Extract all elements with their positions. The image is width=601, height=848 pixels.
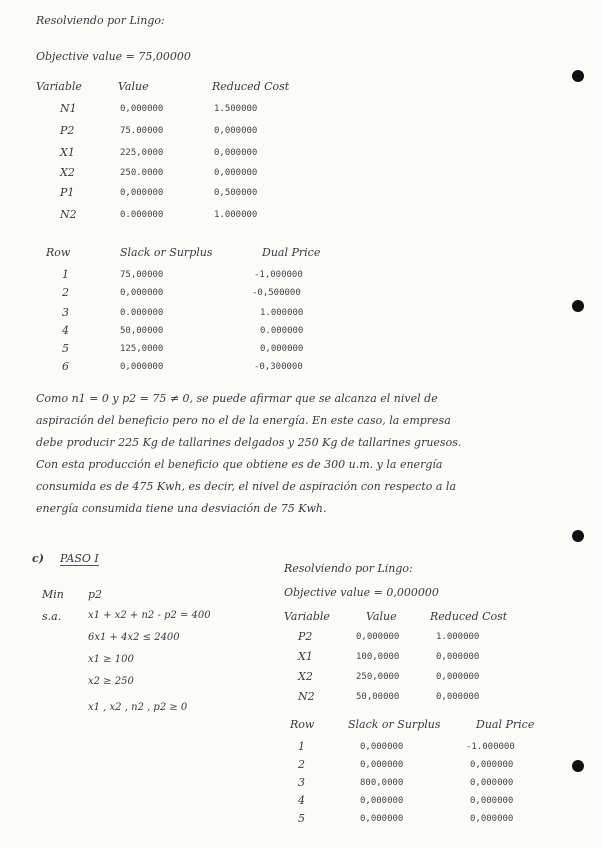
var-value: 0,000000 [356, 632, 400, 642]
dual-col-header: Dual Price [476, 718, 535, 731]
var-name: N2 [60, 208, 77, 221]
var-col-header: Variable [36, 80, 82, 93]
paragraph-line: aspiración del beneficio pero no el de la energía. En este caso, la empresa [36, 414, 451, 427]
var-rc: 0,000000 [436, 652, 480, 662]
row-num: 4 [62, 324, 69, 337]
var-value: 0,000000 [120, 104, 164, 114]
var-value: 250.0000 [120, 168, 164, 178]
objective-value: Objective value = 75,00000 [36, 50, 191, 63]
rc-col-header: Reduced Cost [430, 610, 508, 623]
row-num: 5 [298, 812, 305, 825]
slack-col-header: Slack or Surplus [348, 718, 441, 731]
row-dual: -0,300000 [254, 362, 303, 372]
paragraph-line: consumida es de 475 Kwh, es decir, el nivel de aspiración con respecto a la [36, 480, 457, 493]
row-slack: 800,0000 [360, 778, 404, 788]
var-name: P2 [60, 124, 75, 137]
row-dual: 1.000000 [260, 308, 304, 318]
row-num: 2 [298, 758, 305, 771]
row-slack: 0,000000 [360, 760, 404, 770]
value-col-header: Value [118, 80, 149, 93]
row-slack: 50,00000 [120, 326, 164, 336]
conclusion-paragraph [36, 388, 556, 520]
var-rc: 0,500000 [214, 188, 258, 198]
paragraph-line: Como n1 = 0 y p2 = 75 ≠ 0, se puede afirmar que se alcanza el nivel de [36, 392, 438, 405]
var-value: 75.00000 [120, 126, 164, 136]
var-value: 0.000000 [120, 210, 164, 220]
row-slack: 75,00000 [120, 270, 164, 280]
row-dual: 0,000000 [260, 344, 304, 354]
constraint: x1 + x2 + n2 - p2 = 400 [88, 610, 211, 621]
section-label: c) [32, 552, 44, 565]
value-col-header: Value [366, 610, 397, 623]
constraint: x1 , x2 , n2 , p2 ≥ 0 [88, 702, 188, 713]
var-name: P2 [298, 630, 313, 643]
row-dual: -1,000000 [254, 270, 303, 280]
var-name: P1 [60, 186, 75, 199]
row-num: 2 [62, 286, 69, 299]
row-slack: 0,000000 [360, 796, 404, 806]
paragraph-line: Con esta producción el beneficio que obtiene es de 300 u.m. y la energía [36, 458, 443, 471]
var-name: N1 [60, 102, 77, 115]
min-expression: p2 [88, 588, 103, 601]
row-num: 1 [298, 740, 305, 753]
row-slack: 0,000000 [360, 814, 404, 824]
var-value: 250,0000 [356, 672, 400, 682]
var-rc: 0,000000 [214, 148, 258, 158]
constraint: 6x1 + 4x2 ≤ 2400 [88, 632, 180, 643]
min-label: Min [42, 588, 64, 601]
constraint: x2 ≥ 250 [88, 676, 134, 687]
binder-hole-2 [572, 300, 584, 312]
var-rc: 0,000000 [214, 168, 258, 178]
row-num: 3 [62, 306, 69, 319]
row-dual: 0,000000 [470, 778, 514, 788]
binder-hole-3 [572, 530, 584, 542]
var-name: X2 [60, 166, 75, 179]
var-name: X1 [298, 650, 313, 663]
row-num: 1 [62, 268, 69, 281]
dual-col-header: Dual Price [262, 246, 321, 259]
row-dual: -0,500000 [252, 288, 301, 298]
var-name: X2 [298, 670, 313, 683]
row-dual: 0.000000 [260, 326, 304, 336]
row-num: 3 [298, 776, 305, 789]
var-rc: 0,000000 [436, 692, 480, 702]
so-label: s.a. [42, 610, 62, 623]
var-value: 100,0000 [356, 652, 400, 662]
var-rc: 1.000000 [214, 210, 258, 220]
lingo-heading-c: Resolviendo por Lingo: [284, 562, 413, 575]
rc-col-header: Reduced Cost [212, 80, 290, 93]
var-value: 0,000000 [120, 188, 164, 198]
paragraph-line: debe producir 225 Kg de tallarines delgados y 250 Kg de tallarines gruesos. [36, 436, 462, 449]
row-slack: 0,000000 [120, 362, 164, 372]
var-name: X1 [60, 146, 75, 159]
row-dual: -1.000000 [466, 742, 515, 752]
binder-hole-1 [572, 70, 584, 82]
objective-value-c: Objective value = 0,000000 [284, 586, 439, 599]
paragraph-line: energía consumida tiene una desviación de 75 Kwh. [36, 502, 327, 515]
var-col-header: Variable [284, 610, 330, 623]
row-slack: 0.000000 [120, 308, 164, 318]
var-value: 50,00000 [356, 692, 400, 702]
paso-title: PASO I [60, 552, 99, 565]
row-num: 5 [62, 342, 69, 355]
row-slack: 0,000000 [120, 288, 164, 298]
row-dual: 0,000000 [470, 760, 514, 770]
row-col-header: Row [46, 246, 71, 259]
var-rc: 0,000000 [214, 126, 258, 136]
var-rc: 0,000000 [436, 672, 480, 682]
var-value: 225,0000 [120, 148, 164, 158]
row-dual: 0,000000 [470, 814, 514, 824]
var-name: N2 [298, 690, 315, 703]
row-col-header: Row [290, 718, 315, 731]
row-slack: 125,0000 [120, 344, 164, 354]
row-num: 6 [62, 360, 69, 373]
row-slack: 0,000000 [360, 742, 404, 752]
slack-col-header: Slack or Surplus [120, 246, 213, 259]
binder-hole-4 [572, 760, 584, 772]
row-num: 4 [298, 794, 305, 807]
row-dual: 0,000000 [470, 796, 514, 806]
constraint: x1 ≥ 100 [88, 654, 134, 665]
lingo-heading: Resolviendo por Lingo: [36, 14, 165, 27]
var-rc: 1.500000 [214, 104, 258, 114]
var-rc: 1.000000 [436, 632, 480, 642]
